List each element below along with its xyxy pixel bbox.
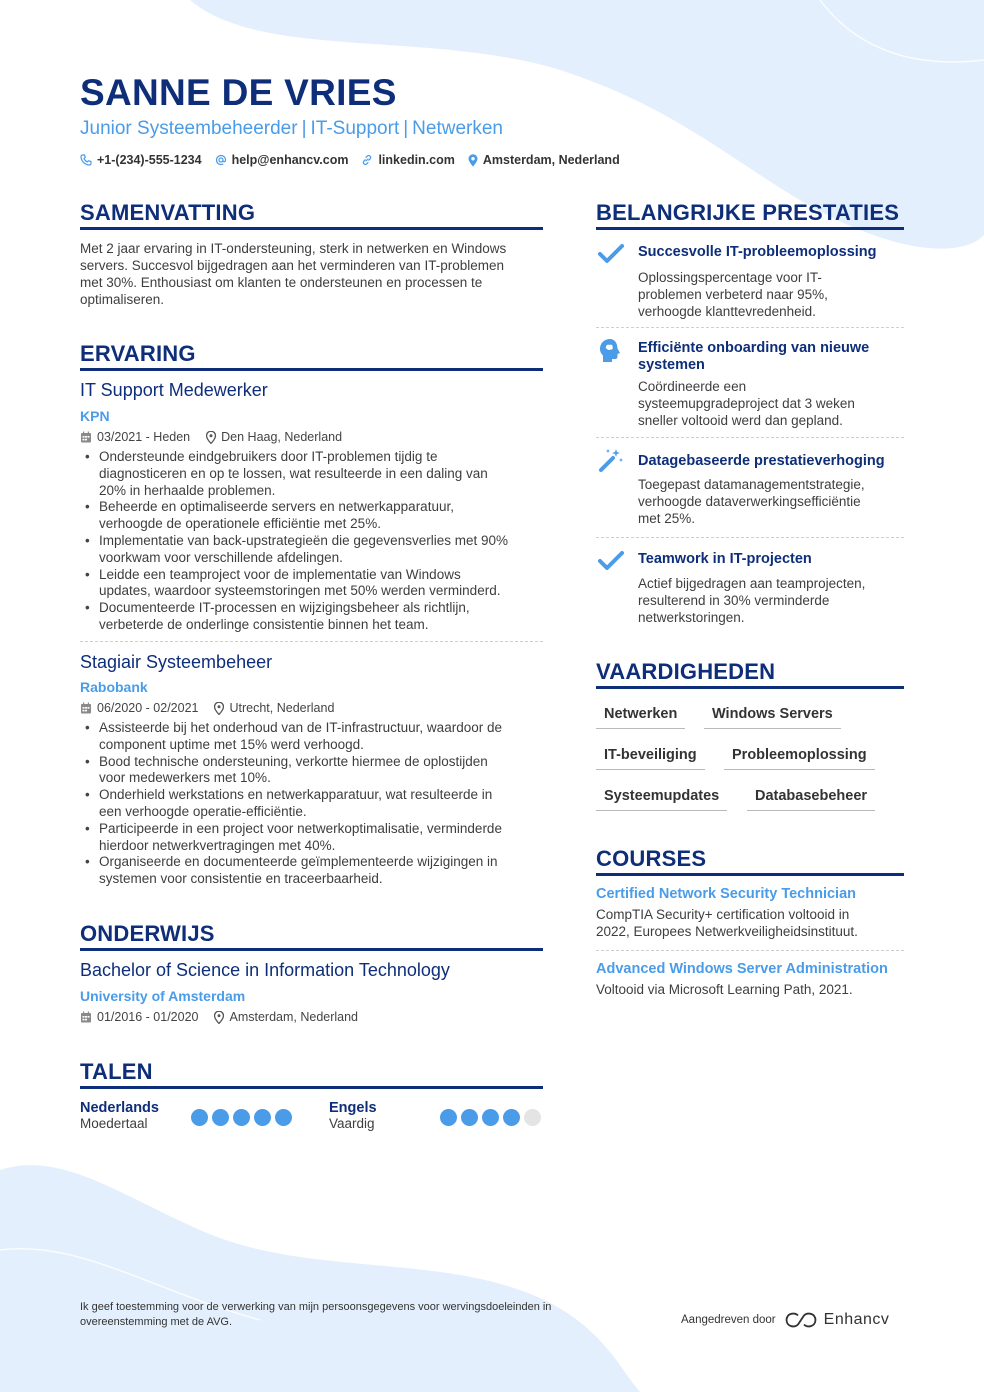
achievement-line: Actief bijgedragen aan teamprojecten, — [638, 576, 866, 591]
achievement-title: Datagebaseerde prestatieverhoging — [638, 453, 885, 469]
powered-by-label: Aangedreven door — [681, 1314, 776, 1326]
link-icon — [361, 154, 373, 166]
education-meta — [80, 1010, 374, 1024]
company-name: KPN — [80, 408, 110, 424]
achievement-line: Coördineerde een — [638, 379, 747, 394]
achievement-line: verhoogde klanttevredenheid. — [638, 304, 816, 319]
headline-role-1: Junior Systeembeheerder — [80, 118, 298, 139]
bullet-item — [80, 854, 550, 888]
contact-phone[interactable] — [80, 153, 202, 167]
brain-head-icon — [598, 337, 624, 365]
achievement-line: systeemupgradeproject dat 3 weken — [638, 396, 855, 411]
achievement-title: Succesvolle IT-probleemoplossing — [638, 244, 877, 260]
experience-rule — [80, 368, 543, 371]
bullet-line: • Assisteerde bij het onderhoud van de IT-infrastructuur, waardoor de — [99, 720, 502, 735]
job-meta — [80, 430, 358, 444]
course-line: Voltooid via Microsoft Learning Path, 2021. — [596, 982, 853, 997]
achievement-line: sneller voltooid werd dan gepland. — [638, 413, 843, 428]
course-item — [596, 886, 911, 940]
degree-title: Bachelor of Science in Information Technology — [80, 960, 450, 980]
achievement-line: met 25%. — [638, 511, 696, 526]
bullet-line: • Implementatie van back-upstrategieën die gegevensverlies met 90% — [99, 532, 508, 548]
school-name: University of Amsterdam — [80, 988, 246, 1004]
skill-tag: Windows Servers — [704, 706, 841, 729]
achievement-line: netwerkstoringen. — [638, 610, 745, 625]
bullet-line: voor medewerkers met 10%. — [99, 770, 271, 786]
language-level: Moedertaal — [80, 1116, 148, 1131]
headline-role-2: IT-Support — [310, 118, 400, 139]
rating-dot-filled — [440, 1109, 457, 1126]
experience-heading: ERVARING — [80, 341, 196, 366]
bullet-line: • Onderhield werkstations en netwerkapparatuur, wat resulteerde in — [99, 787, 493, 803]
achievement-title-line: Efficiënte onboarding van nieuwe — [638, 340, 870, 356]
languages-heading: TALEN — [80, 1059, 153, 1084]
achievement-item — [638, 453, 908, 527]
language-item — [80, 1100, 159, 1131]
bullet-item — [80, 449, 550, 499]
course-line: 2022, Europees Netwerkveiligheidsinstituut. — [596, 924, 858, 939]
job-divider — [80, 641, 543, 642]
bullet-item — [80, 600, 550, 634]
consent-text — [80, 1300, 640, 1330]
bullet-item — [80, 499, 550, 533]
summary-text — [80, 240, 545, 308]
bullet-line: • Ondersteunde eindgebruikers door IT-problemen tijdig te — [99, 449, 438, 464]
job-title: Stagiair Systeembeheer — [80, 652, 273, 672]
location-text: Amsterdam, Nederland — [482, 153, 620, 167]
language-rating — [440, 1109, 545, 1126]
bullet-line: • Leidde een teamproject voor de implementatie van Windows — [99, 566, 461, 582]
location-icon — [206, 431, 216, 444]
skill-tag: Netwerken — [596, 706, 685, 729]
course-title: Certified Network Security Technician — [596, 886, 856, 902]
achievement-line: resulterend in 30% verminderde — [638, 593, 830, 608]
bullet-item — [80, 533, 550, 567]
bullet-item — [80, 754, 550, 788]
calendar-icon — [80, 702, 92, 714]
course-line: CompTIA Security+ certification voltooid in — [596, 907, 850, 922]
achievement-title — [638, 340, 908, 374]
contact-linkedin[interactable] — [361, 153, 454, 167]
achievement-text — [638, 378, 908, 429]
contact-email[interactable] — [215, 153, 349, 167]
job-location-text: Utrecht, Nederland — [229, 701, 335, 715]
achievement-item — [638, 551, 908, 626]
rating-dot-filled — [254, 1109, 271, 1126]
bullet-line: • Organiseerde en documenteerde geïmplementeerde wijzigingen in — [99, 854, 498, 870]
bullet-line: een verhoogde operatie-efficiëntie. — [99, 803, 307, 819]
achievement-text — [638, 269, 908, 320]
achievement-item — [638, 340, 908, 429]
bullet-line: • Beheerde en optimaliseerde servers en netwerkapparatuur, — [99, 499, 454, 515]
summary-rule — [80, 227, 543, 230]
course-item — [596, 961, 911, 998]
job-bullets — [80, 449, 550, 634]
course-title: Advanced Windows Server Administration — [596, 961, 888, 977]
consent-line: Ik geef toestemming voor de verwerking van mijn persoonsgegevens voor wervingsdoeleinden in — [80, 1301, 552, 1313]
bullet-line: • Participeerde in een project voor netwerkoptimalisatie, verminderde — [99, 820, 502, 836]
contact-location — [468, 153, 620, 167]
education-dates-text: 01/2016 - 01/2020 — [97, 1010, 199, 1024]
education-dates — [80, 1010, 198, 1024]
magic-wand-icon — [598, 447, 624, 473]
bullet-item — [80, 787, 550, 821]
consent-line: overeenstemming met de AVG. — [80, 1316, 233, 1328]
summary-heading: SAMENVATTING — [80, 200, 256, 225]
language-name: Nederlands — [80, 1100, 159, 1116]
bullet-line: updates, waardoor systeemstoringen met 50% werden verminderd. — [99, 583, 501, 599]
rating-dot-filled — [191, 1109, 208, 1126]
checkmark-icon — [598, 243, 624, 265]
rating-dot-filled — [503, 1109, 520, 1126]
bullet-item — [80, 821, 550, 855]
calendar-icon — [80, 1011, 92, 1023]
achievement-line: verhoogde dataverwerkingsefficiëntie — [638, 494, 861, 509]
rating-dot-filled — [275, 1109, 292, 1126]
phone-icon — [80, 154, 92, 166]
summary-line: met 30%. Enthousiast om klanten te ondersteunen en processen te — [80, 275, 483, 290]
rating-dot-filled — [212, 1109, 229, 1126]
bullet-item — [80, 720, 550, 754]
company-name: Rabobank — [80, 679, 148, 695]
job-location-text: Den Haag, Nederland — [221, 430, 343, 444]
email-text: help@enhancv.com — [231, 153, 349, 167]
linkedin-text: linkedin.com — [378, 153, 455, 167]
location-icon — [468, 154, 478, 167]
bullet-line: • Bood technische ondersteuning, verkortte hiermee de oplostijden — [99, 753, 488, 769]
summary-line: optimaliseren. — [80, 292, 165, 307]
education-rule — [80, 948, 543, 951]
skill-tag: Databasebeheer — [747, 788, 875, 811]
language-item — [329, 1100, 377, 1131]
achievement-divider — [596, 327, 904, 328]
bullet-line: verbeterde de onderlinge consistentie binnen het team. — [99, 616, 429, 632]
language-name: Engels — [329, 1100, 377, 1116]
rating-dot-filled — [461, 1109, 478, 1126]
phone-text: +1-(234)-555-1234 — [97, 153, 202, 167]
bullet-line: systemen voor consistentie en traceerbaarheid. — [99, 871, 383, 887]
education-location — [214, 1010, 358, 1024]
courses-heading: COURSES — [596, 846, 707, 871]
bullet-line: • Documenteerde IT-processen en wijzigingsbeheer als richtlijn, — [99, 600, 470, 616]
course-divider — [596, 950, 904, 951]
job-dates-text: 03/2021 - Heden — [97, 430, 191, 444]
brand-name: Enhancv — [823, 1311, 890, 1328]
headline-separator: | — [403, 118, 409, 139]
achievement-text — [638, 476, 908, 527]
language-level: Vaardig — [329, 1116, 375, 1131]
skill-tag: Systeemupdates — [596, 788, 727, 811]
skill-tag: Probleemoplossing — [724, 747, 875, 770]
summary-line: Met 2 jaar ervaring in IT-ondersteuning, sterk in netwerken en Windows — [80, 241, 507, 256]
contact-bar — [80, 153, 633, 167]
bullet-line: component uptime met 15% werd verhoogd. — [99, 736, 364, 752]
skills-heading: VAARDIGHEDEN — [596, 659, 776, 684]
job-location — [214, 701, 334, 715]
enhancv-logo-icon — [784, 1311, 818, 1329]
job-dates-text: 06/2020 - 02/2021 — [97, 701, 199, 715]
headline — [80, 118, 503, 140]
achievements-rule — [596, 227, 904, 230]
rating-dot-filled — [482, 1109, 499, 1126]
rating-dot-filled — [233, 1109, 250, 1126]
achievement-line: Oplossingspercentage voor IT- — [638, 270, 822, 285]
skills-rule — [596, 686, 904, 689]
job-title: IT Support Medewerker — [80, 380, 268, 400]
headline-role-3: Netwerken — [412, 118, 503, 139]
bullet-item — [80, 567, 550, 601]
achievement-line: problemen verbeterd naar 95%, — [638, 287, 828, 302]
job-dates — [80, 430, 190, 444]
courses-rule — [596, 873, 904, 876]
job-bullets — [80, 720, 550, 888]
bullet-line: 20% in herhaalde problemen. — [99, 482, 276, 498]
job-meta — [80, 701, 350, 715]
achievements-heading: BELANGRIJKE PRESTATIES — [596, 200, 900, 225]
at-icon — [215, 154, 227, 166]
location-icon — [214, 1011, 224, 1024]
bullet-line: diagnosticeren en op te lossen, wat resulteerde in een daling van — [99, 465, 488, 481]
checkmark-icon — [598, 550, 624, 572]
bullet-line: verhoogde de operationele efficiëntie met 25%. — [99, 516, 381, 532]
language-rating — [191, 1109, 296, 1126]
education-heading: ONDERWIJS — [80, 921, 215, 946]
job-dates — [80, 701, 198, 715]
calendar-icon — [80, 431, 92, 443]
location-icon — [214, 702, 224, 715]
summary-line: servers. Succesvol bijgedragen aan het verminderen van IT-problemen — [80, 258, 504, 273]
education-location-text: Amsterdam, Nederland — [229, 1010, 359, 1024]
course-text — [596, 906, 911, 940]
achievement-title-line: systemen — [638, 357, 705, 373]
job-location — [206, 430, 342, 444]
achievement-title: Teamwork in IT-projecten — [638, 551, 812, 567]
bullet-line: hierdoor netwerkvertragingen met 40%. — [99, 837, 336, 853]
achievement-divider — [596, 437, 904, 438]
achievement-item — [638, 244, 908, 320]
bullet-line: voorkwam voor verschillende afdelingen. — [99, 549, 343, 565]
achievement-divider — [596, 537, 904, 538]
rating-dot-empty — [524, 1109, 541, 1126]
skill-tag: IT-beveiliging — [596, 747, 705, 770]
achievement-text — [638, 575, 908, 626]
powered-by[interactable] — [681, 1311, 889, 1329]
course-text — [596, 981, 911, 998]
languages-rule — [80, 1086, 543, 1089]
headline-separator: | — [301, 118, 307, 139]
achievement-line: Toegepast datamanagementstrategie, — [638, 477, 865, 492]
candidate-name: SANNE DE VRIES — [80, 72, 397, 113]
